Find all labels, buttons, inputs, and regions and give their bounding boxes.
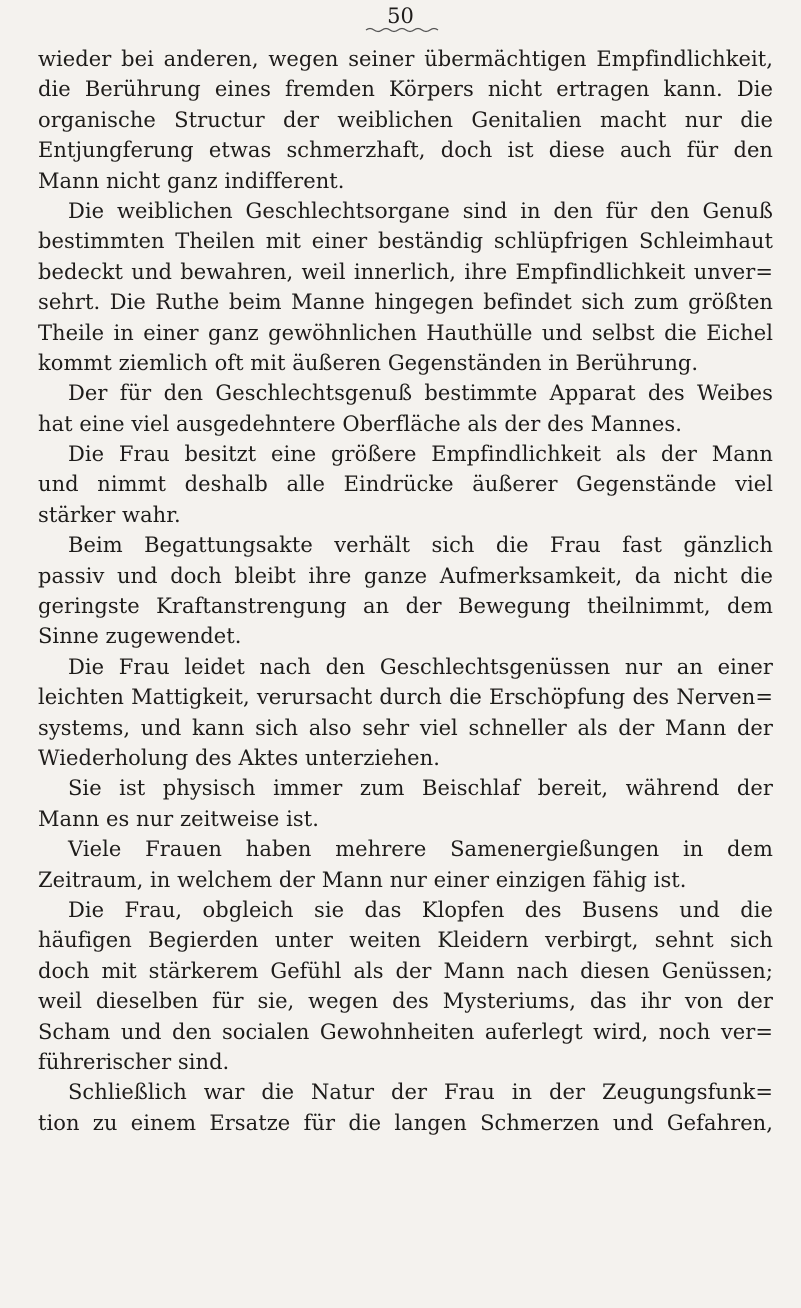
text-line: weil dieselben für sie, wegen des Mysteriums, das ihr von der [38,989,773,1014]
text-line: tion zu einem Ersatze für die langen Schmerzen und Gefahren, [38,1110,773,1135]
text-line: und nimmt deshalb alle Eindrücke äußerer Gegenstände viel [38,472,773,497]
page-number: 50 [387,4,414,28]
text-line: Sinne zugewendet. [38,624,242,649]
text-line: bedeckt und bewahren, weil innerlich, ihre Empfindlichkeit unver= [38,259,773,284]
text-line: Die weiblichen Geschlechtsorgane sind in den für den Genuß [68,198,773,223]
text-line: Die Frau besitzt eine größere Empfindlichkeit als der Mann [68,442,773,467]
text-line: hat eine viel ausgedehntere Oberfläche als der des Mannes. [38,411,682,436]
text-line: geringste Kraftanstrengung an der Bewegung theilnimmt, dem [38,594,773,619]
text-line: Entjungferung etwas schmerzhaft, doch ist diese auch für den [38,138,773,163]
page-number-ornament [364,26,440,34]
text-line: führerischer sind. [38,1049,230,1074]
text-line: Mann es nur zeitweise ist. [38,806,319,831]
text-line: häufigen Begierden unter weiten Kleidern verbirgt, sehnt sich [38,928,773,953]
text-line: Beim Begattungsakte verhält sich die Frau fast gänzlich [68,533,773,558]
text-line: wieder bei anderen, wegen seiner übermächtigen Empfindlichkeit, [38,47,773,71]
body-text [38,44,773,1138]
text-line: systems, und kann sich also sehr viel schneller als der Mann der [38,715,773,740]
text-line: stärker wahr. [38,502,181,527]
text-line: Scham und den socialen Gewohnheiten auferlegt wird, noch ver= [38,1019,773,1044]
text-line: Mann nicht ganz indifferent. [38,168,345,193]
text-line: doch mit stärkerem Gefühl als der Mann nach diesen Genüssen; [38,958,773,983]
text-line: Theile in einer ganz gewöhnlichen Hauthülle und selbst die Eichel [38,320,773,345]
text-line: Schließlich war die Natur der Frau in der Zeugungsfunk= [68,1080,773,1105]
text-line: die Berührung eines fremden Körpers nicht ertragen kann. Die [38,77,773,102]
text-line: leichten Mattigkeit, verursacht durch die Erschöpfung des Nerven= [38,685,773,710]
text-line: Die Frau leidet nach den Geschlechtsgenüssen nur an einer [68,654,773,679]
text-line: kommt ziemlich oft mit äußeren Gegenständen in Berührung. [38,350,699,375]
text-line: bestimmten Theilen mit einer beständig schlüpfrigen Schleimhaut [38,229,773,254]
text-line: Viele Frauen haben mehrere Samenergießungen in dem [68,837,773,862]
text-line: passiv und doch bleibt ihre ganze Aufmerksamkeit, da nicht die [38,563,773,588]
text-line: Zeitraum, in welchem der Mann nur einer einzigen fähig ist. [38,867,687,892]
text-line: Sie ist physisch immer zum Beischlaf bereit, während der [68,776,773,801]
text-line: Wiederholung des Aktes unterziehen. [38,745,440,770]
text-line: Die Frau, obgleich sie das Klopfen des Busens und die [68,897,773,922]
text-line: Der für den Geschlechtsgenuß bestimmte Apparat des Weibes [68,381,773,406]
text-line: organische Structur der weiblichen Genitalien macht nur die [38,107,773,132]
text-line: sehrt. Die Ruthe beim Manne hingegen befindet sich zum größten [38,290,773,315]
